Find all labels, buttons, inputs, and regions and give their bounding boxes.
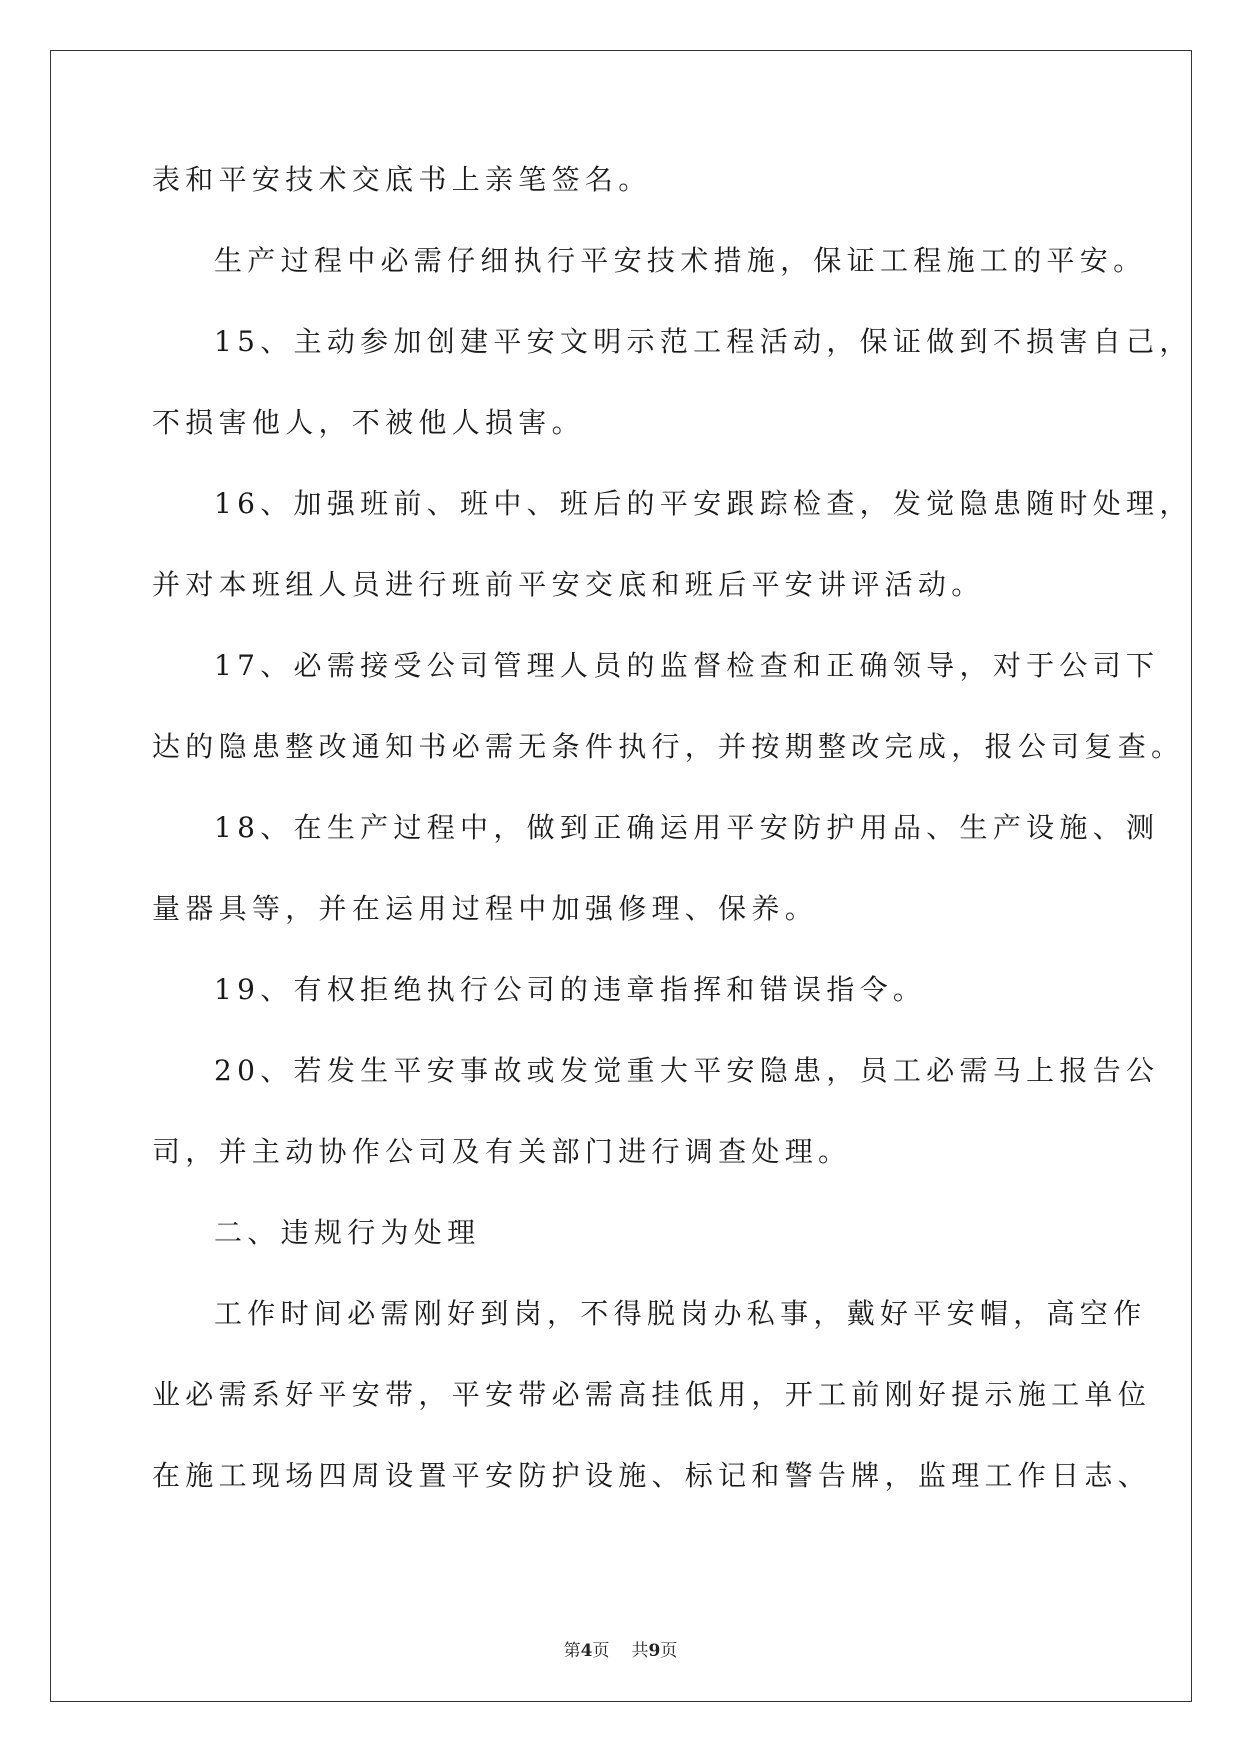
page-total: 9 <box>648 1641 661 1661</box>
text-line: 达的隐患整改通知书必需无条件执行，并按期整改完成，报公司复查。 <box>152 730 1185 763</box>
text-line: 18、在生产过程中，做到正确运用平安防护用品、生产设施、测 <box>214 811 1160 844</box>
text-line: 生产过程中必需仔细执行平安技术措施，保证工程施工的平安。 <box>214 244 1147 277</box>
document-body <box>152 160 1193 1537</box>
text-line: 16、加强班前、班中、班后的平安跟踪检查，发觉隐患随时处理， <box>214 487 1193 520</box>
text-line: 20、若发生平安事故或发觉重大平安隐患，员工必需马上报告公 <box>214 1054 1160 1087</box>
page-label-suffix: 页 <box>592 1641 610 1661</box>
text-line: 业必需系好平安带，平安带必需高挂低用，开工前刚好提示施工单位 <box>152 1378 1152 1411</box>
section-heading: 二、违规行为处理 <box>214 1216 481 1249</box>
page-label-prefix: 第 <box>563 1641 581 1661</box>
total-label-suffix: 页 <box>660 1641 678 1661</box>
text-line: 19、有权拒绝执行公司的违章指挥和错误指令。 <box>214 973 927 1006</box>
page-footer <box>0 1640 1241 1662</box>
text-line: 司，并主动协作公司及有关部门进行调查处理。 <box>152 1135 852 1168</box>
text-line: 在施工现场四周设置平安防护设施、标记和警告牌，监理工作日志、 <box>152 1459 1152 1492</box>
text-line: 不损害他人，不被他人损害。 <box>152 406 585 439</box>
text-line: 17、必需接受公司管理人员的监督检查和正确领导，对于公司下 <box>214 649 1160 682</box>
text-line: 量器具等，并在运用过程中加强修理、保养。 <box>152 892 819 925</box>
text-line: 15、主动参加创建平安文明示范工程活动，保证做到不损害自己， <box>214 325 1193 358</box>
total-label-prefix: 共 <box>631 1641 649 1661</box>
text-line: 并对本班组人员进行班前平安交底和班后平安讲评活动。 <box>152 568 985 601</box>
text-line: 工作时间必需刚好到岗，不得脱岗办私事，戴好平安帽，高空作 <box>214 1297 1147 1330</box>
page-current: 4 <box>580 1641 593 1661</box>
text-line: 表和平安技术交底书上亲笔签名。 <box>152 163 652 196</box>
